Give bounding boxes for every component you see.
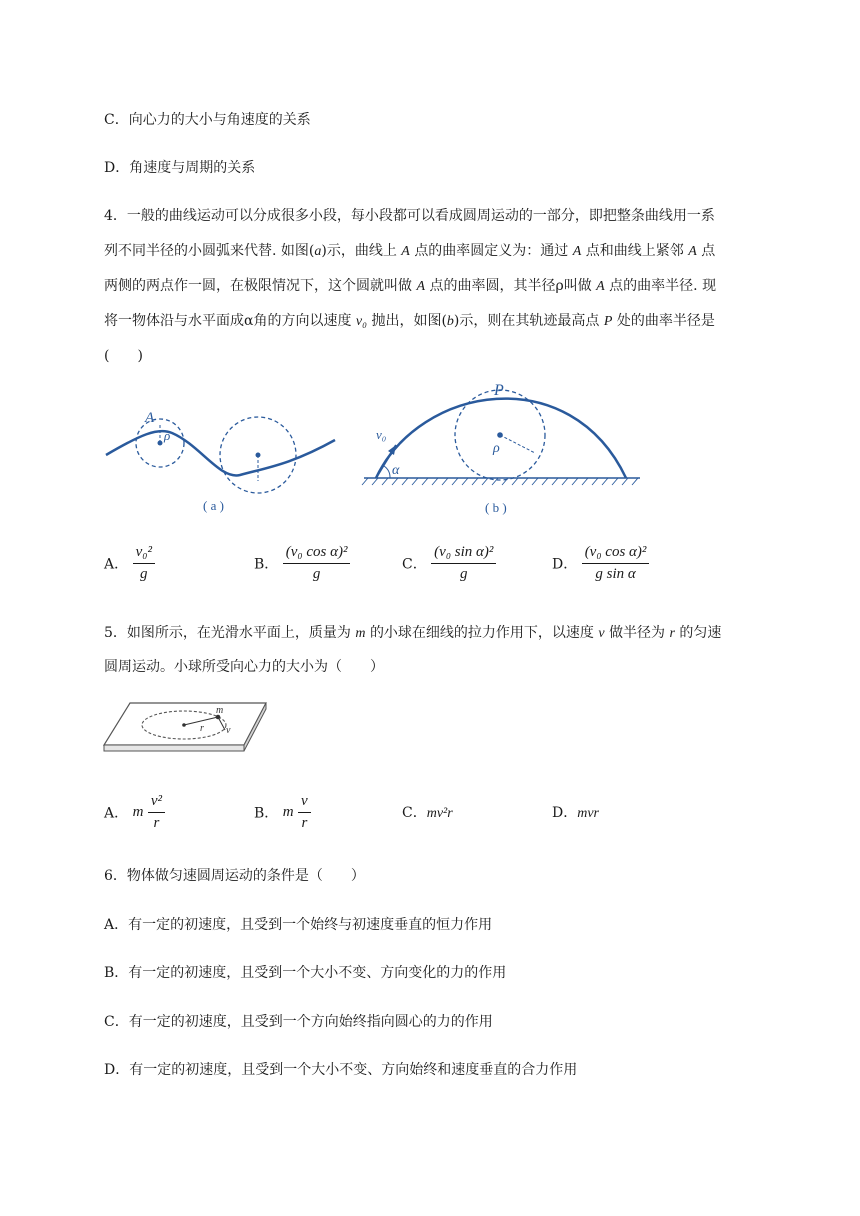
q6-option-c: C．有一定的初速度，且受到一个方向始终指向圆心的力的作用 xyxy=(104,1014,493,1030)
radius-line-rho xyxy=(500,435,535,453)
label-point-a: A xyxy=(145,410,155,426)
q4-stem-line-1: 4．一般的曲线运动可以分成很多小段，每小段都可以看成圆周运动的一部分，即把整条曲线用一系 xyxy=(104,208,715,224)
arrowhead-icon xyxy=(388,445,396,455)
projectile-trajectory xyxy=(376,399,626,478)
q5-stem-line-2: 圆周运动。小球所受向心力的大小为（ ） xyxy=(104,659,384,675)
q5-stem-line-1: 5．如图所示，在光滑水平面上，质量为 m 的小球在细线的拉力作用下，以速度 v 做半径为 r 的匀速 xyxy=(104,625,722,641)
q5-option-b: B． m $\frac{v}{r}$ xyxy=(254,793,311,832)
caption-b: ( b ) xyxy=(485,500,507,515)
angle-arc xyxy=(384,466,390,478)
fraction-q5-b: $\frac{v}{r}$ xyxy=(298,793,311,832)
label-point-p: P xyxy=(494,382,504,399)
q5-option-a: A． m $\frac{\text{v²}}{r}$ xyxy=(104,793,165,832)
q3-option-d: D．角速度与周期的关系 xyxy=(104,160,256,176)
curvature-figure-a xyxy=(100,395,340,520)
q6-option-d: D．有一定的初速度，且受到一个大小不变、方向始终和速度垂直的合力作用 xyxy=(104,1062,578,1078)
q6-option-b: B．有一定的初速度，且受到一个大小不变、方向变化的力的作用 xyxy=(104,965,507,981)
label-rho-a: ρ xyxy=(164,428,171,443)
fraction-q5-a: $\frac{\text{v²}}{r}$ xyxy=(148,793,165,832)
q4-option-b: B． $\frac{\text{(v₀ cos α)²}}{g}$ xyxy=(254,544,350,583)
label-r: r xyxy=(200,723,204,734)
horizontal-plane-front xyxy=(104,745,244,751)
q3-option-c: C．向心力的大小与角速度的关系 xyxy=(104,112,311,128)
q4-stem-line-2: 列不同半径的小圆弧来代替. 如图(a)示，曲线上 A 点的曲率圆定义为：通过 A 点和曲线上紧邻 A 点 xyxy=(104,243,716,259)
q5-option-d: D．mvr xyxy=(552,805,600,821)
plane-circle-figure xyxy=(100,695,270,760)
fraction-a: $\frac{\text{v₀²}}{g}$ xyxy=(133,544,155,583)
q4-option-a: A． $\frac{\text{v₀²}}{g}$ xyxy=(104,544,155,583)
fraction-c: $\frac{\text{(v₀ sin α)²}}{g}$ xyxy=(431,544,496,583)
q4-stem-line-4: 将一物体沿与水平面成α角的方向以速度 v₀ 抛出，如图(b)示，则在其轨迹最高点 P 处的曲率半径是 xyxy=(104,313,715,329)
ground-hatching xyxy=(362,478,638,485)
label-alpha: α xyxy=(392,463,400,478)
q4-option-d: D． $\frac{\text{(v₀ cos α)²}}{\text{g sin α}}$ xyxy=(552,544,649,583)
q6-option-a: A．有一定的初速度，且受到一个始终与初速度垂直的恒力作用 xyxy=(104,917,493,933)
projectile-figure-b xyxy=(360,375,645,520)
q6-stem: 6．物体做匀速圆周运动的条件是（ ） xyxy=(104,868,365,884)
q4-answer-blank: ( ) xyxy=(104,348,143,364)
fraction-d: $\frac{\text{(v₀ cos α)²}}{\text{g sin α}}$ xyxy=(582,544,650,583)
label-v0: v₀ xyxy=(376,427,387,442)
label-m: m xyxy=(216,705,224,716)
label-rho-b: ρ xyxy=(493,441,500,456)
q4-option-c: C． $\frac{\text{(v₀ sin α)²}}{g}$ xyxy=(402,544,496,583)
caption-a: ( a ) xyxy=(203,498,224,513)
q4-stem-line-3: 两侧的两点作一圆，在极限情况下，这个圆就叫做 A 点的曲率圆，其半径ρ叫做 A 点的曲率半径. 现 xyxy=(104,278,717,294)
label-v: v xyxy=(226,725,231,736)
q5-option-c: C．mv²r xyxy=(402,805,453,821)
fraction-b: $\frac{\text{(v₀ cos α)²}}{g}$ xyxy=(283,544,351,583)
